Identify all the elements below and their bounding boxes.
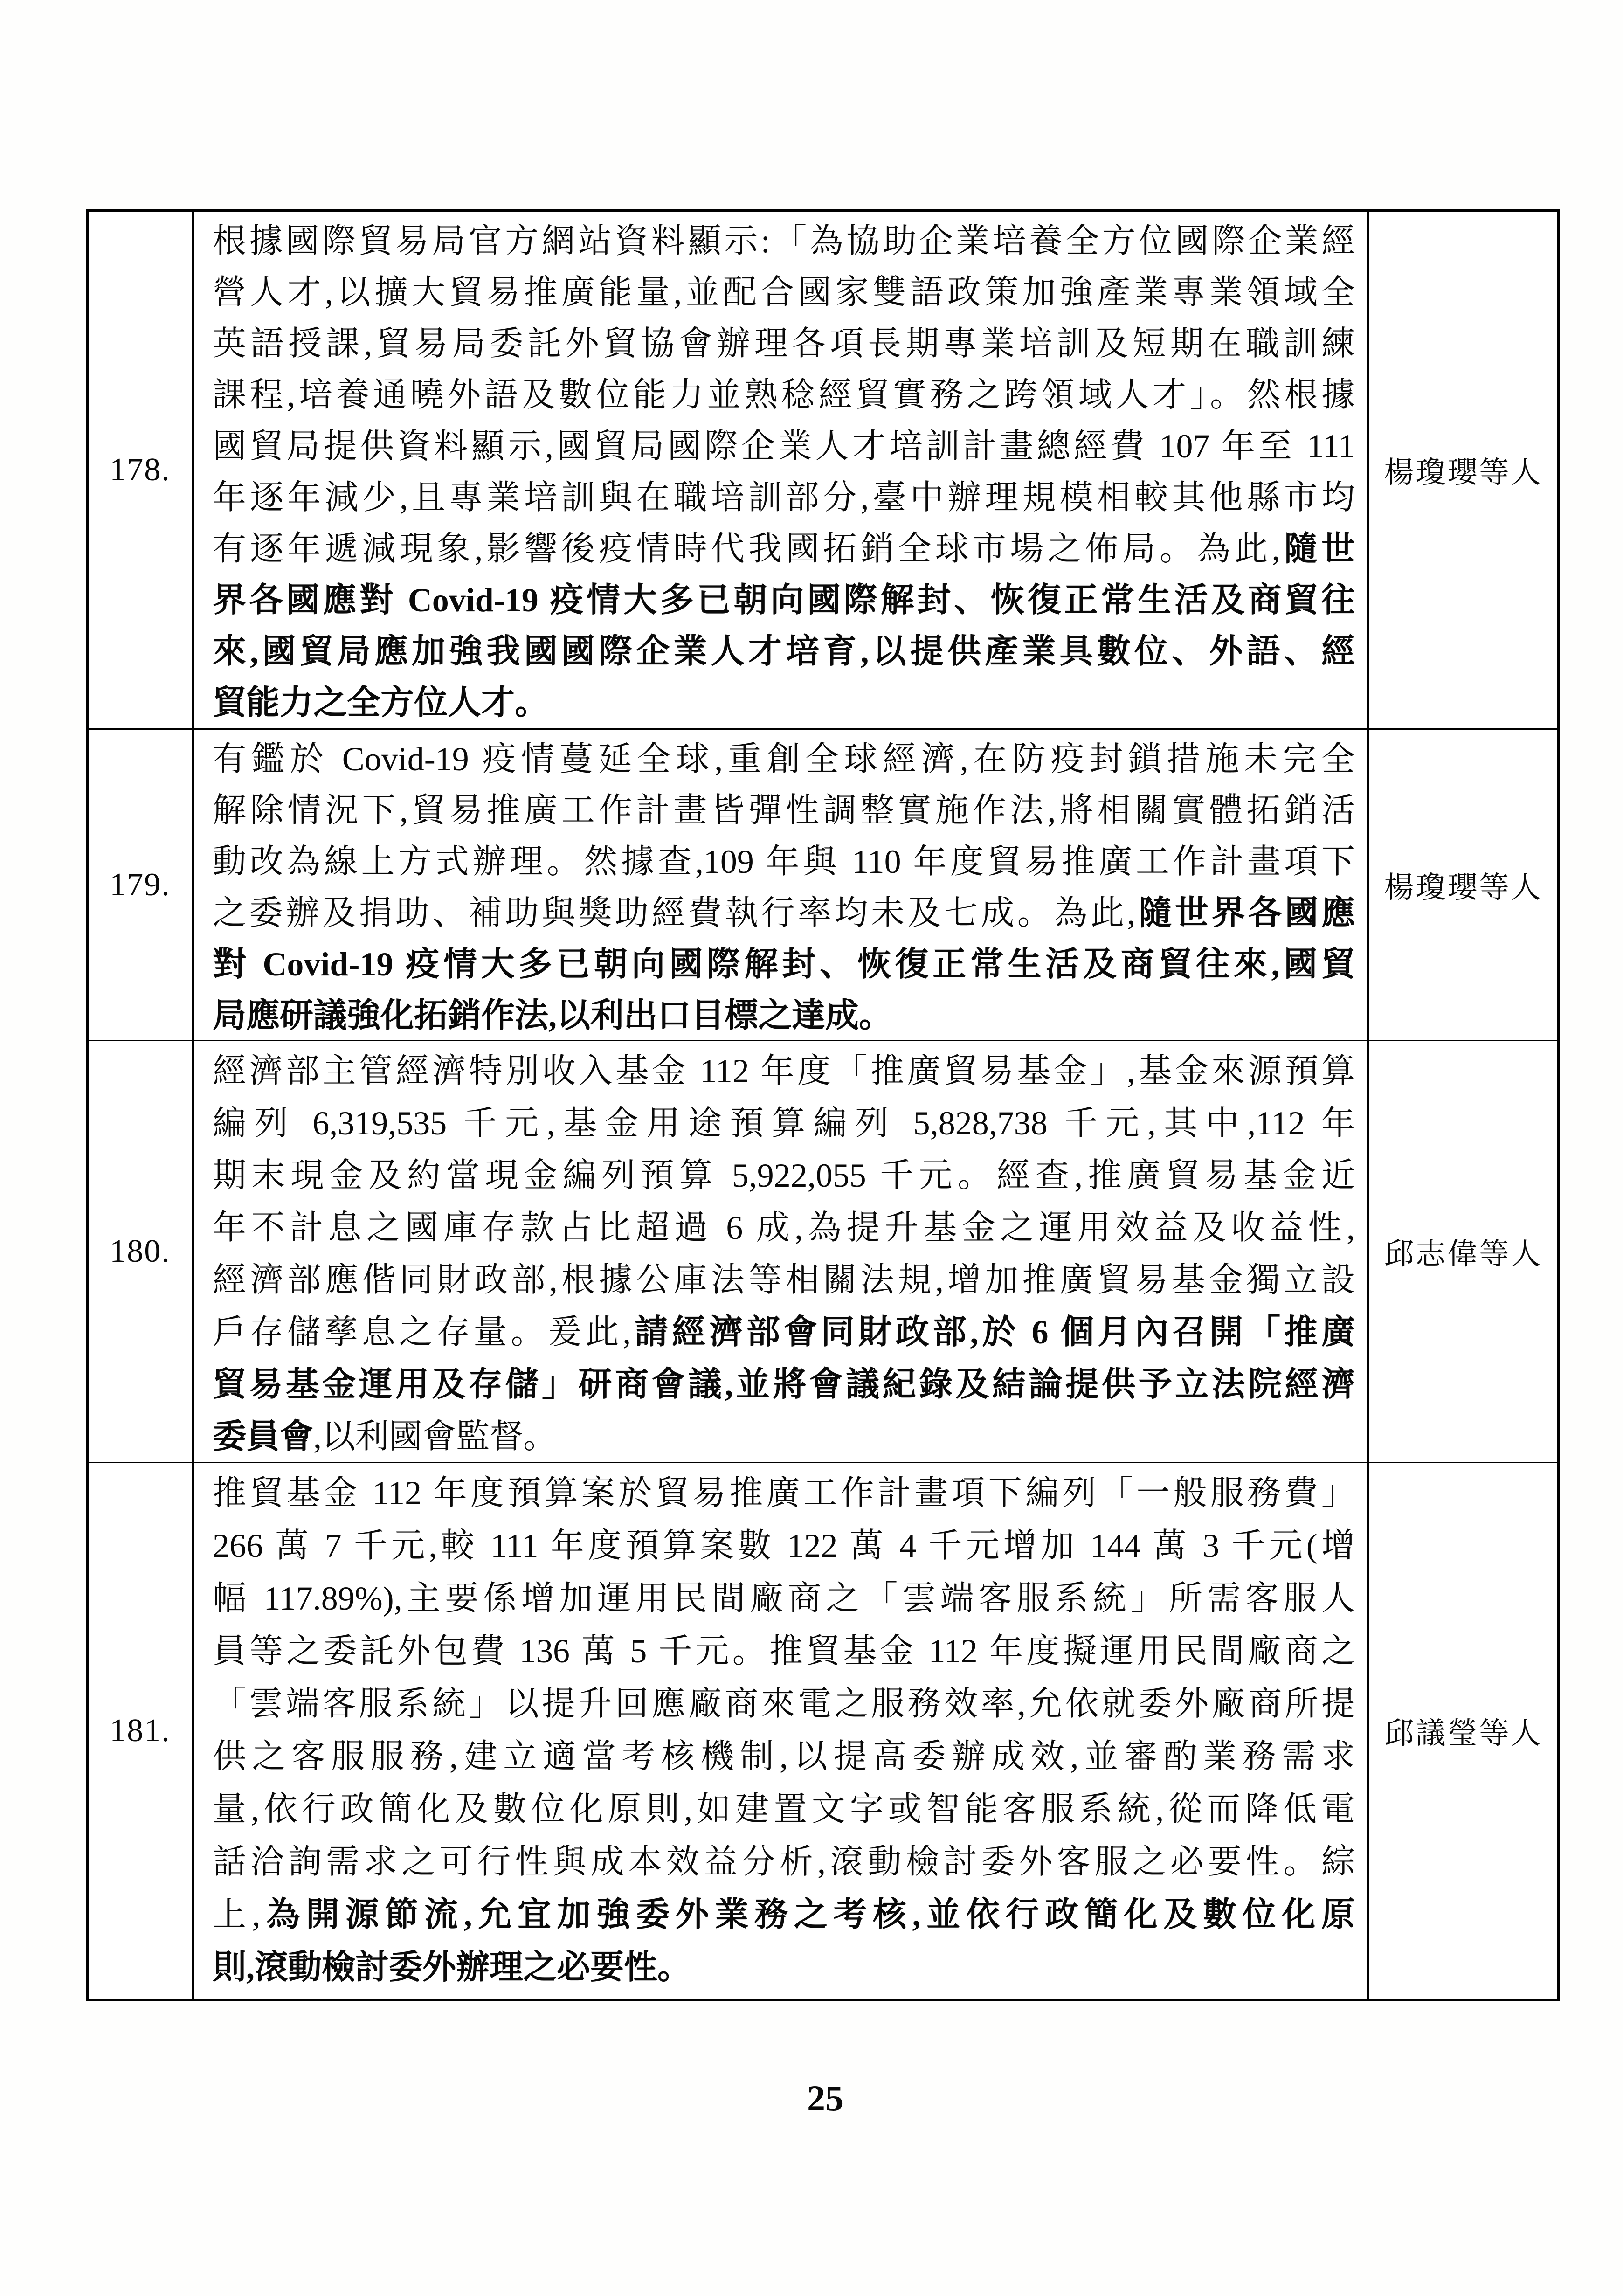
item-number: 180. bbox=[89, 1041, 194, 1462]
emphasis-text: 來,國貿局應加強我國國際企業人才培育,以提供產業具數位、外語、經 bbox=[213, 633, 1355, 670]
text-line bbox=[213, 1045, 1355, 1097]
body-text: 根據國際貿易局官方網站資料顯示:「為協助企業培養全方位國際企業經 bbox=[213, 222, 1355, 260]
text-line bbox=[213, 733, 1355, 785]
text-line bbox=[213, 990, 1355, 1040]
text-line bbox=[213, 1836, 1355, 1888]
text-line bbox=[213, 887, 1355, 939]
emphasis-text: 隨世界各國應 bbox=[1135, 894, 1355, 932]
item-text bbox=[194, 1041, 1367, 1462]
body-text: 英語授課,貿易局委託外貿協會辦理各項長期專業培訓及短期在職訓練 bbox=[213, 325, 1355, 362]
text-line bbox=[213, 1625, 1355, 1678]
body-text: 經濟部主管經濟特別收入基金 112 年度「推廣貿易基金」,基金來源預算 bbox=[213, 1052, 1355, 1090]
item-text bbox=[194, 730, 1367, 1040]
emphasis-text: 則,滾動檢討委外辦理之必要性。 bbox=[213, 1949, 691, 1986]
body-text: 266 萬 7 千元,較 111 年度預算案數 122 萬 4 千元增加 144 萬 3 千元(增 bbox=[213, 1527, 1355, 1564]
item-number: 178. bbox=[89, 212, 194, 728]
text-line bbox=[213, 215, 1355, 267]
text-line bbox=[213, 785, 1355, 836]
text-line bbox=[213, 472, 1355, 523]
text-line bbox=[213, 574, 1355, 626]
motions-table bbox=[86, 209, 1560, 2001]
text-line bbox=[213, 1254, 1355, 1306]
emphasis-text: 局應研議強化拓銷作法,以利出口目標之達成。 bbox=[213, 997, 893, 1034]
text-line bbox=[213, 267, 1355, 318]
body-text: 供之客服服務,建立適當考核機制,以提高委辦成效,並審酌業務需求 bbox=[213, 1738, 1355, 1775]
body-text: 期末現金及約當現金編列預算 5,922,055 千元。經查,推廣貿易基金近 bbox=[213, 1157, 1355, 1194]
text-line bbox=[213, 1306, 1355, 1358]
body-text: 話洽詢需求之可行性與成本效益分析,滾動檢討委外客服之必要性。綜 bbox=[213, 1843, 1355, 1881]
text-line bbox=[213, 1149, 1355, 1202]
page-number: 25 bbox=[807, 2078, 843, 2118]
item-number: 181. bbox=[89, 1463, 194, 1999]
body-text: 年逐年減少,且專業培訓與在職培訓部分,臺中辦理規模相較其他縣市均 bbox=[213, 479, 1355, 516]
body-text: 量,依行政簡化及數位化原則,如建置文字或智能客服系統,從而降低電 bbox=[213, 1791, 1355, 1828]
body-text: 國貿局提供資料顯示,國貿局國際企業人才培訓計畫總經費 107 年至 111 bbox=[213, 428, 1355, 465]
text-line bbox=[213, 1358, 1355, 1411]
text-line bbox=[213, 1097, 1355, 1149]
text-line bbox=[213, 939, 1355, 990]
text-line bbox=[213, 1467, 1355, 1520]
text-line bbox=[213, 523, 1355, 574]
text-line bbox=[213, 1783, 1355, 1836]
emphasis-text: 對 Covid-19 疫情大多已朝向國際解封、恢復正常生活及商貿往來,國貿 bbox=[213, 946, 1355, 983]
text-line bbox=[213, 421, 1355, 472]
body-text: ,以利國會監督。 bbox=[313, 1418, 557, 1455]
item-text bbox=[194, 1463, 1367, 1999]
body-text: 營人才,以擴大貿易推廣能量,並配合國家雙語政策加強產業專業領域全 bbox=[213, 274, 1355, 311]
text-line bbox=[213, 626, 1355, 677]
emphasis-text: 請經濟部會同財政部,於 6 個月內召開「推廣 bbox=[631, 1314, 1355, 1351]
body-text: 推貿基金 112 年度預算案於貿易推廣工作計畫項下編列「一般服務費」 bbox=[213, 1474, 1355, 1512]
text-line bbox=[213, 1888, 1355, 1941]
body-text: 上, bbox=[213, 1896, 261, 1933]
body-text: 「雲端客服系統」以提升回應廠商來電之服務效率,允依就委外廠商所提 bbox=[213, 1685, 1355, 1722]
item-number: 179. bbox=[89, 730, 194, 1040]
text-line bbox=[213, 1202, 1355, 1254]
emphasis-text: 為開源節流,允宜加強委外業務之考核,並依行政簡化及數位化原 bbox=[260, 1896, 1355, 1933]
text-line bbox=[213, 677, 1355, 728]
table-row bbox=[89, 1040, 1557, 1462]
table-row bbox=[89, 728, 1557, 1040]
item-proposer: 邱議瑩等人 bbox=[1367, 1463, 1557, 1999]
body-text: 動改為線上方式辦理。然據查,109 年與 110 年度貿易推廣工作計畫項下 bbox=[213, 843, 1355, 880]
item-proposer: 楊瓊瓔等人 bbox=[1367, 212, 1557, 728]
text-line bbox=[213, 1520, 1355, 1572]
emphasis-text: 貿能力之全方位人才。 bbox=[213, 684, 549, 721]
item-proposer: 楊瓊瓔等人 bbox=[1367, 730, 1557, 1040]
body-text: 員等之委託外包費 136 萬 5 千元。推貿基金 112 年度擬運用民間廠商之 bbox=[213, 1632, 1355, 1670]
text-line bbox=[213, 836, 1355, 887]
text-line bbox=[213, 1572, 1355, 1625]
body-text: 有逐年遞減現象,影響後疫情時代我國拓銷全球市場之佈局。為此, bbox=[213, 530, 1280, 567]
table-row bbox=[89, 1462, 1557, 1999]
item-text bbox=[194, 212, 1367, 728]
emphasis-text: 界各國應對 Covid-19 疫情大多已朝向國際解封、恢復正常生活及商貿往 bbox=[213, 581, 1355, 619]
body-text: 解除情況下,貿易推廣工作計畫皆彈性調整實施作法,將相關實體拓銷活 bbox=[213, 792, 1355, 829]
text-line bbox=[213, 1941, 1355, 1994]
body-text: 經濟部應偕同財政部,根據公庫法等相關法規,增加推廣貿易基金獨立設 bbox=[213, 1261, 1355, 1299]
body-text: 課程,培養通曉外語及數位能力並熟稔經貿實務之跨領域人才」。然根據 bbox=[213, 376, 1355, 414]
table-row bbox=[89, 212, 1557, 728]
text-line bbox=[213, 369, 1355, 421]
emphasis-text: 貿易基金運用及存儲」研商會議,並將會議紀錄及結論提供予立法院經濟 bbox=[213, 1366, 1355, 1403]
body-text: 年不計息之國庫存款占比超過 6 成,為提升基金之運用效益及收益性, bbox=[213, 1209, 1355, 1246]
body-text: 戶存儲孳息之存量。爰此, bbox=[213, 1314, 631, 1351]
text-line bbox=[213, 1411, 1355, 1462]
text-line bbox=[213, 1678, 1355, 1730]
body-text: 有鑑於 Covid-19 疫情蔓延全球,重創全球經濟,在防疫封鎖措施未完全 bbox=[213, 740, 1355, 778]
emphasis-text: 委員會 bbox=[213, 1418, 314, 1455]
body-text: 編列 6,319,535 千元,基金用途預算編列 5,828,738 千元,其中,112 年 bbox=[213, 1105, 1355, 1142]
text-line bbox=[213, 1730, 1355, 1783]
text-line bbox=[213, 318, 1355, 369]
emphasis-text: 隨世 bbox=[1280, 530, 1355, 567]
item-proposer: 邱志偉等人 bbox=[1367, 1041, 1557, 1462]
body-text: 幅 117.89%),主要係增加運用民間廠商之「雲端客服系統」所需客服人 bbox=[213, 1580, 1355, 1617]
body-text: 之委辦及捐助、補助與獎助經費執行率均未及七成。為此, bbox=[213, 894, 1136, 932]
